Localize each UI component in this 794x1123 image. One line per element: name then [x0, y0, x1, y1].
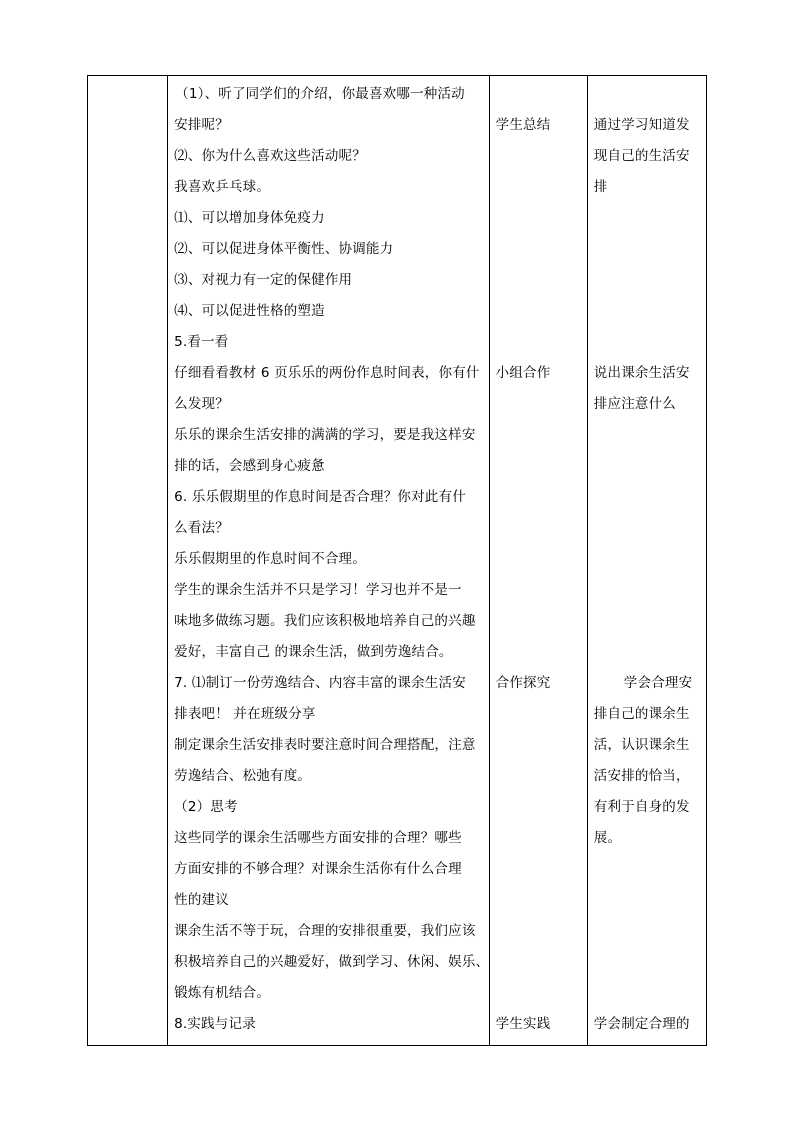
content-line: （1）、听了同学们的介绍，你最喜欢哪一种活动 — [175, 86, 465, 102]
content-line: ⑷、可以促进性格的塑造 — [174, 303, 325, 319]
content-line: 积极培养自己的兴趣爱好，做到学习、休闲、娱乐、 — [174, 954, 490, 970]
content-line: 这些同学的课余生活哪些方面安排的合理？哪些 — [174, 830, 462, 846]
intent-line: 排应注意什么 — [593, 396, 676, 412]
content-line: 仔细看看教材 6 页乐乐的两份作息时间表，你有什 — [174, 365, 480, 381]
content-line: 乐乐假期里的作息时间不合理。 — [174, 551, 366, 567]
intent-line: 现自己的生活安 — [593, 148, 690, 164]
intent-line: 排自己的课余生 — [593, 706, 690, 722]
content-line: 8.实践与记录 — [174, 1016, 256, 1032]
content-line: 排的话，会感到身心疲惫 — [174, 458, 325, 474]
content-line: （2）思考 — [174, 799, 238, 815]
content-line: ⑵、可以促进身体平衡性、协调能力 — [174, 241, 394, 257]
blank-column-cell — [88, 76, 168, 1046]
content-line: 学生的课余生活并不只是学习！学习也并不是一 — [174, 582, 462, 598]
content-line: ⑵、你为什么喜欢这些活动呢？ — [174, 148, 366, 164]
intent-line: 活安排的恰当， — [593, 768, 690, 784]
content-line: ⑴、可以增加身体免疫力 — [174, 210, 325, 226]
content-line: 课余生活不等于玩，合理的安排很重要，我们应该 — [174, 923, 476, 939]
content-line: 锻炼有机结合。 — [174, 985, 271, 1001]
content-line: 味地多做练习题。我们应该积极地培养自己的兴趣 — [174, 613, 476, 629]
table-row — [88, 76, 707, 1046]
intent-line: 通过学习知道发 — [593, 117, 690, 133]
content-line: 么发现？ — [174, 396, 229, 412]
activity-cell — [489, 76, 587, 1046]
content-line: 么看法？ — [174, 520, 229, 536]
content-line: 6. 乐乐假期里的作息时间是否合理？你对此有什 — [174, 489, 466, 505]
activity-line: 学生总结 — [495, 117, 551, 133]
activity-line: 学生实践 — [495, 1016, 551, 1032]
intent-cell — [587, 76, 706, 1046]
content-line: ⑶、对视力有一定的保健作用 — [174, 272, 353, 288]
content-line: 制定课余生活安排表时要注意时间合理搭配，注意 — [174, 737, 476, 753]
intent-line: 活，认识课余生 — [593, 737, 690, 753]
content-cell — [168, 76, 490, 1046]
content-line: 方面安排的不够合理？对课余生活你有什么合理 — [174, 861, 462, 877]
content-line: 安排呢？ — [174, 117, 229, 133]
content-line: 排表吧！ 并在班级分享 — [174, 706, 316, 722]
content-line: 劳逸结合、松弛有度。 — [174, 768, 312, 784]
content-line: 5.看一看 — [174, 334, 229, 350]
activity-line: 小组合作 — [495, 365, 551, 381]
intent-line: 有利于自身的发 — [593, 799, 690, 815]
intent-line: 学会合理安 — [623, 675, 693, 691]
content-line: 我喜欢乒乓球。 — [174, 179, 271, 195]
intent-line: 说出课余生活安 — [593, 365, 690, 381]
content-line: 7. ⑴制订一份劳逸结合、内容丰富的课余生活安 — [174, 675, 466, 691]
content-line: 爱好，丰富自己 的课余生活，做到劳逸结合。 — [174, 644, 453, 660]
intent-line: 学会制定合理的 — [593, 1016, 690, 1032]
lesson-plan-table — [87, 75, 707, 1046]
intent-line: 展。 — [593, 830, 622, 846]
content-line: 乐乐的课余生活安排的满满的学习，要是我这样安 — [174, 427, 476, 443]
activity-line: 合作探究 — [495, 675, 551, 691]
intent-line: 排 — [593, 179, 608, 195]
content-line: 性的建议 — [174, 892, 229, 908]
